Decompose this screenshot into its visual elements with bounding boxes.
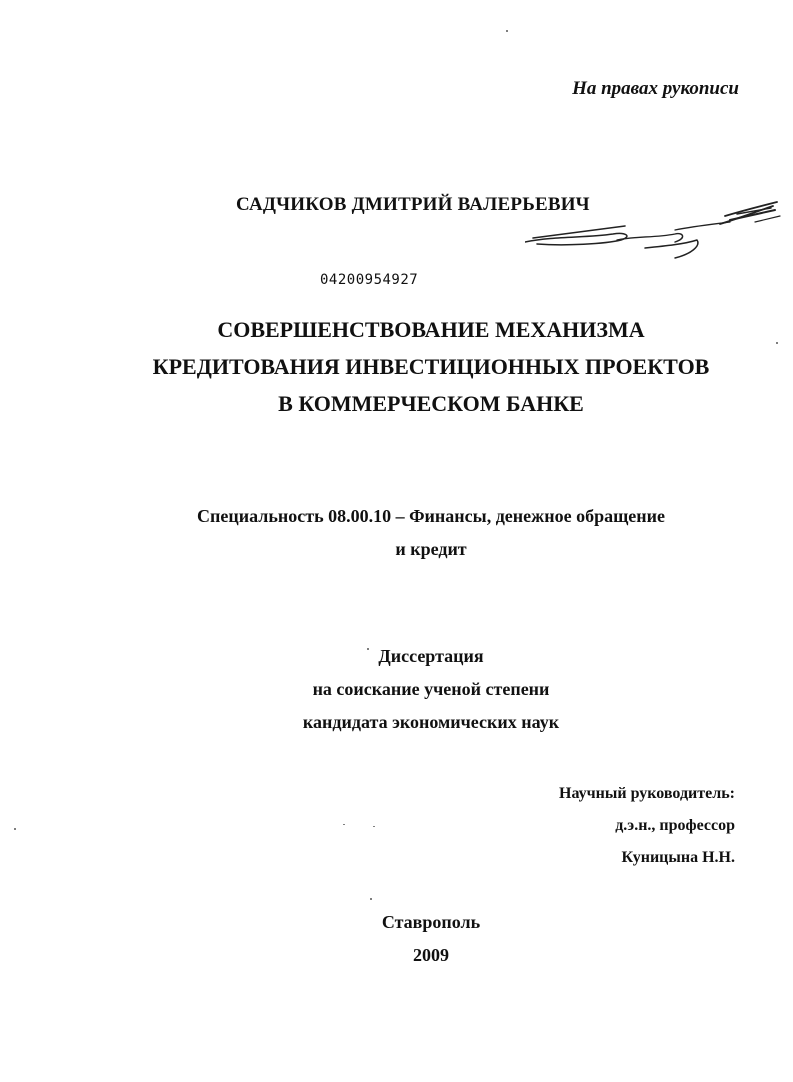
- title-line: В КОММЕРЧЕСКОМ БАНКЕ: [278, 391, 584, 416]
- work-type-line: на соискание ученой степени: [312, 679, 550, 699]
- scan-speck: [14, 828, 16, 830]
- year: 2009: [413, 945, 449, 965]
- specialty-line: и кредит: [395, 539, 467, 559]
- inventory-number: 04200954927: [320, 272, 419, 288]
- work-type-line: кандидата экономических наук: [302, 712, 560, 732]
- author-name: САДЧИКОВ ДМИТРИЙ ВАЛЕРЬЕВИЧ: [236, 194, 590, 215]
- supervisor: [559, 778, 735, 874]
- scan-speck: [367, 648, 369, 650]
- city-and-year: [0, 906, 793, 972]
- title-line: КРЕДИТОВАНИЯ ИНВЕСТИЦИОННЫХ ПРОЕКТОВ: [152, 354, 710, 379]
- supervisor-name: Куницына Н.Н.: [621, 849, 735, 866]
- handwritten-signature: [525, 196, 785, 266]
- dissertation-title: [0, 311, 793, 422]
- work-type: [0, 640, 793, 739]
- scan-speck: [506, 30, 508, 32]
- work-type-line: Диссертация: [378, 646, 484, 666]
- specialty-line: Специальность 08.00.10 – Финансы, денежное обращение: [196, 506, 665, 526]
- supervisor-label: Научный руководитель:: [559, 785, 735, 802]
- city: Ставрополь: [381, 912, 481, 932]
- specialty: [0, 500, 793, 566]
- scan-speck: [370, 898, 372, 900]
- manuscript-rights-note: На правах рукописи: [572, 78, 739, 99]
- scan-speck: [373, 826, 375, 827]
- supervisor-degree: д.э.н., профессор: [615, 817, 735, 834]
- title-line: СОВЕРШЕНСТВОВАНИЕ МЕХАНИЗМА: [217, 317, 645, 342]
- scan-speck: [776, 342, 778, 344]
- scan-speck: [343, 824, 345, 825]
